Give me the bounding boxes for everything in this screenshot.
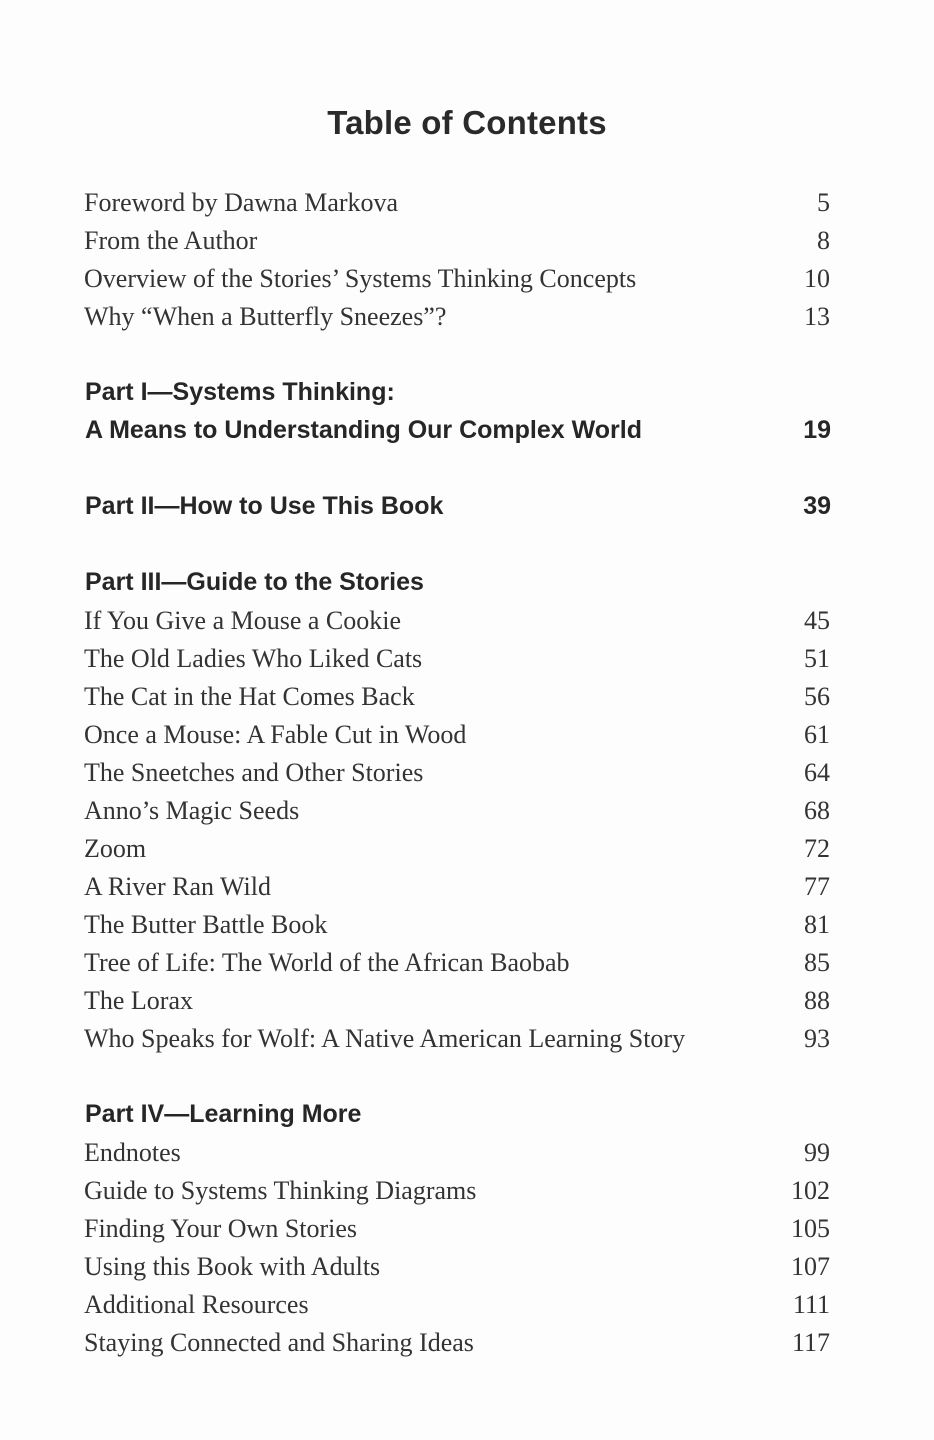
toc-entry (84, 720, 830, 758)
entry-page: 68 (804, 796, 830, 825)
entry-label: Finding Your Own Stories (84, 1214, 358, 1243)
toc-entry (84, 1328, 830, 1366)
entry-page: 45 (804, 606, 830, 635)
toc-entry (84, 910, 830, 948)
entry-page: 102 (791, 1176, 830, 1205)
entry-page: 107 (791, 1252, 830, 1281)
entry-label: Who Speaks for Wolf: A Native American Learning Story (84, 1024, 686, 1053)
toc-entry (84, 834, 830, 872)
entry-page: 81 (804, 910, 830, 939)
entry-label: Guide to Systems Thinking Diagrams (84, 1176, 477, 1205)
toc-entry (84, 1176, 830, 1214)
entry-label: The Butter Battle Book (84, 910, 328, 939)
part1-line1: Part I—Systems Thinking: (85, 378, 395, 406)
entry-label: Foreword by Dawna Markova (84, 188, 399, 217)
entry-label: The Cat in the Hat Comes Back (84, 682, 415, 711)
toc-entry (84, 1024, 830, 1062)
entry-label: Endnotes (84, 1138, 181, 1167)
entry-page: 105 (791, 1214, 830, 1243)
entry-label: The Sneetches and Other Stories (84, 758, 424, 787)
part-heading (85, 416, 831, 445)
toc-entry (84, 188, 830, 226)
entry-page: 51 (804, 644, 830, 673)
entry-label: Staying Connected and Sharing Ideas (84, 1328, 474, 1357)
entry-page: 64 (804, 758, 830, 787)
toc-entry (84, 948, 830, 986)
toc-entry (84, 1138, 830, 1176)
entry-page: 5 (817, 188, 830, 217)
toc-entry (84, 682, 830, 720)
entry-label: Overview of the Stories’ Systems Thinking Concepts (84, 264, 637, 293)
entry-label: Zoom (84, 834, 147, 863)
entry-label: The Lorax (84, 986, 194, 1015)
part2-label: Part II—How to Use This Book (85, 492, 444, 520)
toc-entry (84, 872, 830, 910)
entry-page: 85 (804, 948, 830, 977)
page-title: Table of Contents (327, 104, 607, 141)
entry-page: 61 (804, 720, 830, 749)
entry-page: 111 (792, 1290, 830, 1319)
toc-entry (84, 644, 830, 682)
toc-entry (84, 226, 830, 264)
entry-label: The Old Ladies Who Liked Cats (84, 644, 423, 673)
entry-page: 88 (804, 986, 830, 1015)
entry-label: Additional Resources (84, 1290, 309, 1319)
entry-page: 117 (791, 1328, 830, 1357)
toc-entry (84, 1290, 830, 1328)
entry-page: 99 (804, 1138, 830, 1167)
entry-page: 10 (804, 264, 830, 293)
entry-label: Anno’s Magic Seeds (84, 796, 300, 825)
entry-label: Using this Book with Adults (84, 1252, 381, 1281)
part-heading (85, 378, 831, 407)
entry-label: Tree of Life: The World of the African Baobab (84, 948, 570, 977)
part-heading (85, 1100, 831, 1129)
part3-label: Part III—Guide to the Stories (85, 568, 424, 596)
entry-page: 77 (804, 872, 830, 901)
part1-line2: A Means to Understanding Our Complex World (85, 416, 642, 444)
toc-entry (84, 758, 830, 796)
part2-page: 39 (803, 492, 831, 520)
entry-label: From the Author (84, 226, 258, 255)
entry-page: 56 (804, 682, 830, 711)
toc-entry (84, 796, 830, 834)
entry-page: 13 (804, 302, 830, 331)
toc-entry (84, 1214, 830, 1252)
entry-label: Why “When a Butterfly Sneezes”? (84, 302, 447, 331)
toc-entry (84, 264, 830, 302)
entry-label: Once a Mouse: A Fable Cut in Wood (84, 720, 467, 749)
part-heading (85, 492, 831, 521)
toc-entry (84, 606, 830, 644)
entry-label: A River Ran Wild (84, 872, 271, 901)
entry-page: 93 (804, 1024, 830, 1053)
toc-entry (84, 1252, 830, 1290)
entry-page: 8 (817, 226, 830, 255)
toc-entry (84, 986, 830, 1024)
part1-page: 19 (803, 416, 831, 444)
toc-entry (84, 302, 830, 340)
part4-label: Part IV—Learning More (85, 1100, 362, 1128)
entry-page: 72 (804, 834, 830, 863)
entry-label: If You Give a Mouse a Cookie (84, 606, 402, 635)
part-heading (85, 568, 831, 597)
